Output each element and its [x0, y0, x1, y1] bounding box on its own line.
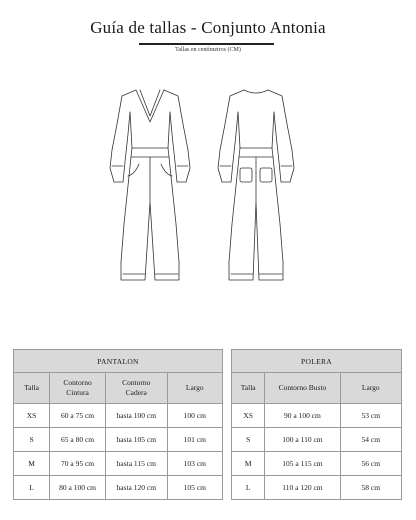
front-pants-sketch [121, 157, 179, 280]
cell-talla: S [232, 428, 265, 452]
cell-talla: L [14, 476, 50, 500]
cell-largo: 56 cm [340, 452, 401, 476]
cell-cadera: hasta 115 cm [105, 452, 167, 476]
col-largo: Largo [340, 373, 401, 404]
cell-cadera: hasta 105 cm [105, 428, 167, 452]
cell-largo: 58 cm [340, 476, 401, 500]
units-note: Tallas en centímetros (CM) [175, 47, 241, 53]
table-row [232, 404, 402, 428]
cell-busto: 110 a 120 cm [265, 476, 340, 500]
title-underline [139, 43, 274, 45]
pantalon-heading: PANTALON [14, 350, 223, 373]
cell-talla: M [14, 452, 50, 476]
polera-heading: POLERA [232, 350, 402, 373]
cell-cintura: 65 a 80 cm [50, 428, 106, 452]
garment-technical-sketch [0, 84, 416, 304]
back-pants-sketch [229, 157, 283, 280]
cell-largo: 105 cm [167, 476, 222, 500]
polera-size-table [231, 349, 402, 500]
cell-talla: XS [232, 404, 265, 428]
table-row [232, 452, 402, 476]
cell-cadera: hasta 120 cm [105, 476, 167, 500]
col-talla: Talla [232, 373, 265, 404]
cell-largo: 101 cm [167, 428, 222, 452]
cell-busto: 105 a 115 cm [265, 452, 340, 476]
pantalon-size-table [13, 349, 223, 500]
table-row [232, 428, 402, 452]
cell-largo: 100 cm [167, 404, 222, 428]
cell-talla: L [232, 476, 265, 500]
cell-cadera: hasta 100 cm [105, 404, 167, 428]
cell-cintura: 80 a 100 cm [50, 476, 106, 500]
table-row [14, 452, 223, 476]
cell-largo: 53 cm [340, 404, 401, 428]
col-contorno-busto: Contorno Busto [265, 373, 340, 404]
col-contorno-cintura: Contorno Cintura [50, 373, 106, 404]
cell-talla: S [14, 428, 50, 452]
cell-largo: 54 cm [340, 428, 401, 452]
cell-talla: XS [14, 404, 50, 428]
col-largo: Largo [167, 373, 222, 404]
col-contorno-cadera: Contorno Cadera [105, 373, 167, 404]
table-row [14, 428, 223, 452]
cell-cintura: 70 a 95 cm [50, 452, 106, 476]
table-row [14, 476, 223, 500]
page-title: Guía de tallas - Conjunto Antonia [90, 18, 326, 37]
cell-busto: 100 a 110 cm [265, 428, 340, 452]
table-row [14, 404, 223, 428]
cell-largo: 103 cm [167, 452, 222, 476]
cell-talla: M [232, 452, 265, 476]
table-row [232, 476, 402, 500]
cell-busto: 90 a 100 cm [265, 404, 340, 428]
cell-cintura: 60 a 75 cm [50, 404, 106, 428]
col-talla: Talla [14, 373, 50, 404]
